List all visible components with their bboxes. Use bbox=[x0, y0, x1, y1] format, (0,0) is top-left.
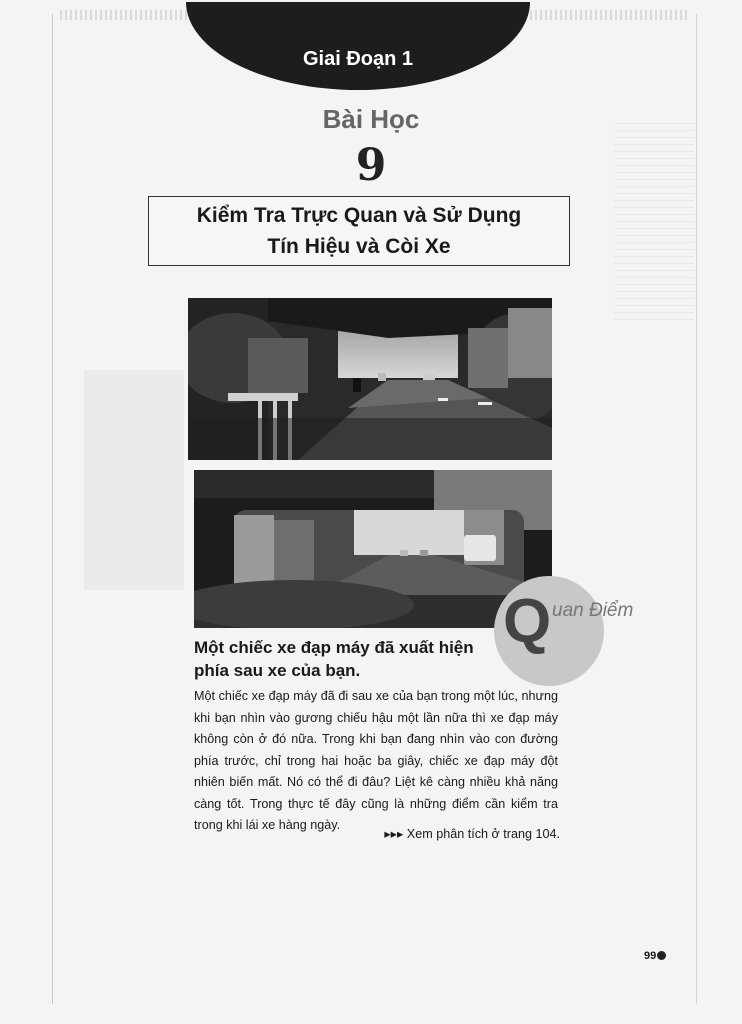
page-dot-icon bbox=[657, 951, 666, 960]
stage-label: Giai Đoạn 1 bbox=[302, 48, 414, 70]
lesson-title-box bbox=[148, 196, 570, 266]
page-number-text: 99 bbox=[644, 950, 657, 962]
lesson-title-line2: Tín Hiệu và Còi Xe bbox=[267, 235, 451, 258]
article-headline: Một chiếc xe đạp máy đã xuất hiện phía sau xe của bạn. bbox=[194, 638, 474, 680]
lesson-number: 9 bbox=[355, 140, 387, 191]
street-photo-drawing bbox=[188, 298, 552, 460]
stage-banner bbox=[186, 2, 530, 90]
rear-mirror-photo-drawing bbox=[194, 470, 552, 628]
street-photo bbox=[188, 298, 552, 460]
page-number bbox=[644, 950, 666, 962]
see-analysis-link: ▸▸▸ Xem phân tích ở trang 104. bbox=[384, 827, 560, 841]
rear-mirror-photo bbox=[194, 470, 552, 628]
lesson-title-line1: Kiểm Tra Trực Quan và Sử Dụng bbox=[196, 204, 522, 227]
article-body: Một chiếc xe đạp máy đã đi sau xe của bạn trong một lúc, nhưng khi bạn nhìn vào gương chiếu hậu một lần nữa thì xe đạp máy không còn ở đó nữa. Trong khi bạn đang nhìn vào con đường phía trước, chỉ trong hai hoặc ba giây, chiếc xe đạp máy đột nhiên biến mất. Nó có thể đi đâu? Liệt kê càng nhiều khả năng càng tốt. Trong thực tế đây cũng là những điểm cần kiểm tra trong khi lái xe hàng ngày. bbox=[194, 689, 558, 832]
point-badge-letter: Q bbox=[503, 587, 552, 656]
lesson-word: Bài Học bbox=[322, 104, 420, 134]
bleed-through-left bbox=[84, 370, 184, 590]
point-badge-text: uan Điểm bbox=[552, 600, 634, 621]
